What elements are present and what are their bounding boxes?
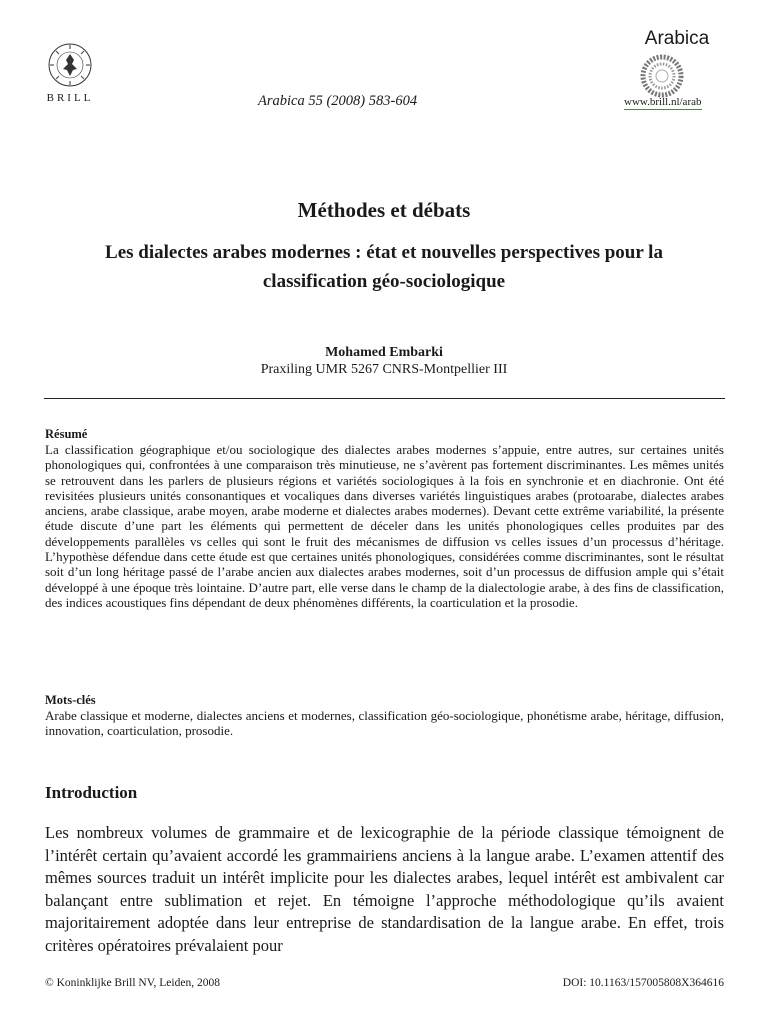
author-name: Mohamed Embarki: [325, 345, 443, 360]
copyright-notice: © Koninklijke Brill NV, Leiden, 2008: [45, 977, 220, 989]
section-title: Méthodes et débats: [297, 198, 471, 222]
author-affiliation: Praxiling UMR 5267 CNRS-Montpellier III: [260, 362, 508, 377]
keywords-text: Arabe classique et moderne, dialectes anciens et modernes, classification géo-sociologique, phonétisme arabe, héritage, diffusion, innovation, coarticulation, prosodie.: [45, 708, 724, 739]
keywords-heading: Mots-clés: [45, 693, 96, 707]
doi-link[interactable]: DOI: 10.1163/157005808X364616: [562, 977, 724, 989]
introduction-paragraph: Les nombreux volumes de grammaire et de lexicographie de la période classique témoignent de l’intérêt certain qu’avaient accordé les grammairiens anciens à la langue arabe. L’examen attentif des mêmes sources traduit un intérêt implicite pour les dialectes arabes, lequel intérêt est ambivalent car balançant entre sublimation et rejet. En témoigne l’approche méthodologique qu’ils avaient majoritairement adoptée dans leur entreprise de standardisation de la langue arabe. En effet, trois critères opératoires prévalaient pour: [45, 823, 724, 955]
journal-brand: [612, 28, 732, 98]
introduction-heading: Introduction: [45, 783, 138, 802]
brill-logo: [40, 42, 100, 104]
abstract-heading: Résumé: [45, 427, 88, 441]
publisher-name: BRILL: [46, 92, 94, 104]
arabica-emblem-icon: [640, 54, 684, 98]
article-title: Les dialectes arabes modernes : état et nouvelles perspectives pour la classification géo-sociologique: [105, 242, 663, 292]
brill-seal-icon: [47, 42, 93, 88]
abstract-text: La classification géographique et/ou sociologique des dialectes arabes modernes s’appuie, entre autres, sur certaines unités phonologiques qui, confrontées à une comparaison très minutieuse, ne s’avèrent pas fortement discriminantes. Les mêmes unités se retrouvent dans les parlers de plusieurs régions et variétés sociologiques à la fois en synchronie et en diachronie. Ont été revisitées plusieurs unités consonantiques et vocaliques dans diverses variétés linguistiques arabes (protoarabe, dialectes arabes anciens, arabe classique, arabe moyen, arabe moderne et dialectes arabes modernes). Devant cette extrême variabilité, la présente étude discute d’une part les éléments qui permettent de déceler dans les unités phonologiques celles produites par des développements parallèles vs celles qui sont le fruit des mécanismes de diffusion vs celles issues d’un processus d’héritage. L’hypothèse défendue dans cette étude est que certaines unités phonologiques, considérées comme discriminantes, sont le résultat soit d’un long héritage passé de l’arabe ancien aux dialectes arabes modernes, soit d’un processus de diffusion ample qui s’était développé à une époque très lointaine. D’autre part, elle verse dans le champ de la dialectologie arabe, à des fins de classification, des indices acoustiques fins dépendant de deux phénomènes différents, la coarticulation et la prosodie.: [45, 442, 724, 610]
journal-reference: Arabica 55 (2008) 583-604: [258, 93, 418, 109]
divider: [44, 398, 725, 399]
journal-name: Arabica: [644, 28, 710, 49]
journal-url-link[interactable]: www.brill.nl/arab: [624, 96, 702, 108]
